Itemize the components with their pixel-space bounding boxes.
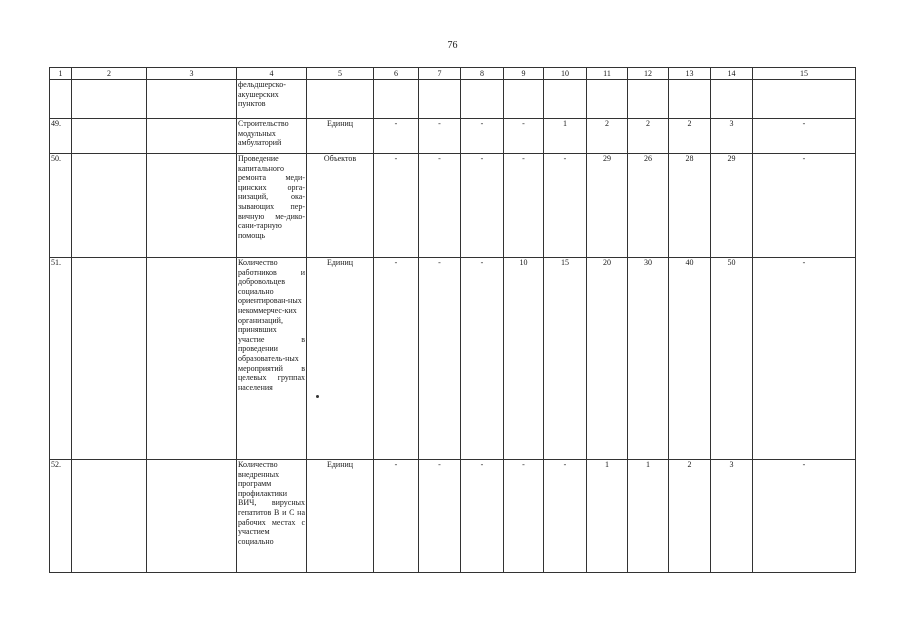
value-cell: - xyxy=(753,258,856,460)
table-cell xyxy=(711,80,753,119)
table-cell xyxy=(147,80,237,119)
value-cell: 10 xyxy=(504,258,544,460)
value-cell: 1 xyxy=(628,460,669,573)
table-cell xyxy=(72,119,147,154)
indicator-name-cell: Строительство модульных амбулаторий xyxy=(237,119,307,154)
table-cell xyxy=(669,80,711,119)
table-cell xyxy=(587,80,628,119)
column-header-11: 11 xyxy=(587,68,628,80)
column-header-2: 2 xyxy=(72,68,147,80)
scan-speck xyxy=(316,395,319,398)
value-cell: - xyxy=(504,460,544,573)
value-cell: - xyxy=(544,154,587,258)
value-cell: - xyxy=(374,154,419,258)
table-cell xyxy=(628,80,669,119)
value-cell: - xyxy=(419,258,461,460)
column-header-3: 3 xyxy=(147,68,237,80)
column-header-15: 15 xyxy=(753,68,856,80)
table-cell xyxy=(419,80,461,119)
value-cell: - xyxy=(504,119,544,154)
value-cell: 1 xyxy=(587,460,628,573)
table-cell xyxy=(147,258,237,460)
table-cell xyxy=(147,119,237,154)
indicator-name-cell: Количество внедренных программ профилактики ВИЧ, вирусных гепатитов В и С на рабочих местах с участием социально xyxy=(237,460,307,573)
value-cell: - xyxy=(753,154,856,258)
unit-cell: Единиц xyxy=(307,119,374,154)
value-cell: 29 xyxy=(587,154,628,258)
value-cell: - xyxy=(461,119,504,154)
value-cell: - xyxy=(753,119,856,154)
unit-cell: Единиц xyxy=(307,258,374,460)
indicator-name-cell: Количество работников и добровольцев социально ориентирован-ных некоммерчес-ких организаций, принявших участие в проведении образователь-ных мероприятий в целевых группах населения xyxy=(237,258,307,460)
value-cell: - xyxy=(461,154,504,258)
table-cell xyxy=(504,80,544,119)
column-header-13: 13 xyxy=(669,68,711,80)
row-number-cell: 52. xyxy=(50,460,72,573)
value-cell: - xyxy=(374,119,419,154)
value-cell: 29 xyxy=(711,154,753,258)
value-cell: - xyxy=(461,258,504,460)
value-cell: - xyxy=(461,460,504,573)
value-cell: 30 xyxy=(628,258,669,460)
value-cell: 3 xyxy=(711,119,753,154)
column-header-9: 9 xyxy=(504,68,544,80)
table-cell xyxy=(147,154,237,258)
column-number-header xyxy=(50,68,856,80)
indicator-name-cell: фельдшерско-акушерских пунктов xyxy=(237,80,307,119)
column-header-6: 6 xyxy=(374,68,419,80)
column-header-12: 12 xyxy=(628,68,669,80)
column-header-7: 7 xyxy=(419,68,461,80)
unit-cell: Объектов xyxy=(307,154,374,258)
value-cell: 2 xyxy=(669,119,711,154)
table-row-continuation xyxy=(50,80,856,119)
row-number-cell: 50. xyxy=(50,154,72,258)
table-cell xyxy=(461,80,504,119)
value-cell: 2 xyxy=(628,119,669,154)
value-cell: - xyxy=(544,460,587,573)
value-cell: - xyxy=(419,154,461,258)
page-number: 76 xyxy=(447,40,458,51)
value-cell: - xyxy=(753,460,856,573)
value-cell: - xyxy=(374,460,419,573)
row-number-cell: 51. xyxy=(50,258,72,460)
value-cell: - xyxy=(374,258,419,460)
table-row xyxy=(50,258,856,460)
value-cell: 20 xyxy=(587,258,628,460)
column-header-5: 5 xyxy=(307,68,374,80)
table-cell xyxy=(374,80,419,119)
indicator-name-cell: Проведение капитального ремонта меди-цинских орга-низаций, ока-зывающих пер-вичную ме-дико-сани-тарную помощь xyxy=(237,154,307,258)
table-cell xyxy=(72,258,147,460)
value-cell: 1 xyxy=(544,119,587,154)
row-number-cell: 49. xyxy=(50,119,72,154)
value-cell: 26 xyxy=(628,154,669,258)
row-number-cell xyxy=(50,80,72,119)
table-cell xyxy=(72,80,147,119)
table-row xyxy=(50,154,856,258)
value-cell: - xyxy=(504,154,544,258)
indicators-table xyxy=(49,67,856,573)
column-header-1: 1 xyxy=(50,68,72,80)
value-cell: 3 xyxy=(711,460,753,573)
column-header-4: 4 xyxy=(237,68,307,80)
value-cell: 28 xyxy=(669,154,711,258)
table-row xyxy=(50,119,856,154)
table-cell xyxy=(307,80,374,119)
table-cell xyxy=(72,460,147,573)
value-cell: 2 xyxy=(669,460,711,573)
value-cell: 2 xyxy=(587,119,628,154)
value-cell: 15 xyxy=(544,258,587,460)
column-header-10: 10 xyxy=(544,68,587,80)
value-cell: 50 xyxy=(711,258,753,460)
table-cell xyxy=(544,80,587,119)
table-cell xyxy=(147,460,237,573)
table-cell xyxy=(753,80,856,119)
value-cell: - xyxy=(419,460,461,573)
column-header-14: 14 xyxy=(711,68,753,80)
table-cell xyxy=(72,154,147,258)
unit-cell: Единиц xyxy=(307,460,374,573)
column-header-8: 8 xyxy=(461,68,504,80)
value-cell: 40 xyxy=(669,258,711,460)
value-cell: - xyxy=(419,119,461,154)
table-row xyxy=(50,460,856,573)
